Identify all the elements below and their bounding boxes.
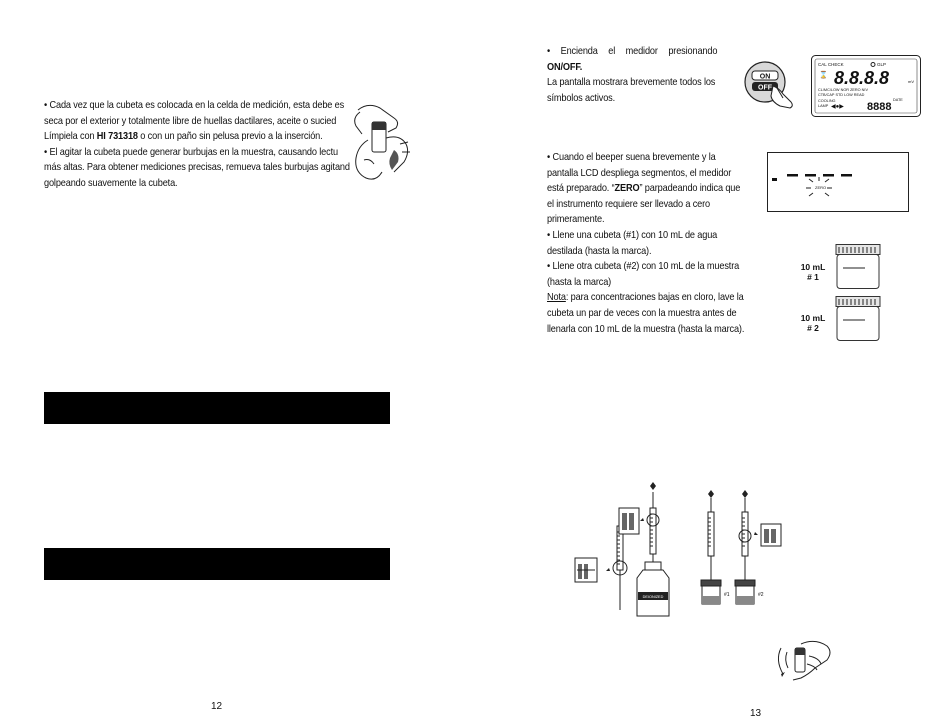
lcd-glp: GLP — [877, 62, 887, 67]
lcd-date: DATE — [893, 98, 903, 102]
bullet1-line3-a: Límpiela con — [44, 131, 97, 143]
on-label: ON — [759, 73, 771, 81]
lcd-line1: CL/MC/LOW NOR ZERO NIV — [818, 88, 868, 92]
cuvette2-volume: 10 mL — [800, 313, 826, 323]
lcd-zero-display — [767, 152, 909, 212]
bottle-label: DEIONIZED — [642, 595, 664, 599]
note-line1 — [547, 290, 783, 306]
bullet1-line1: • Cada vez que la cubeta es colocada en la celda de medición, esta debe es — [44, 100, 345, 111]
lcd-lamp: LAMP — [818, 104, 829, 108]
step2-line3-a: está preparado. “ — [547, 183, 615, 195]
step2-line4: el instrumento requiere ser llevado a cero — [547, 198, 711, 210]
step3-line1: • Llene una cubeta (#1) con 10 mL de agua — [547, 229, 718, 241]
right-page — [475, 0, 950, 725]
cuvette2-illustration — [835, 296, 883, 342]
lamp-icon: ◀●▶ — [831, 104, 844, 110]
pipette-filling-diagram — [573, 478, 785, 618]
cuvette2-label — [798, 313, 828, 333]
bullet2-line2: más altas. Para obtener mediciones precisas, remueva tales burbujas agitand — [44, 162, 350, 174]
cuvette-handling-text — [44, 98, 364, 192]
lcd-cal-check: CAL CHECK — [818, 62, 844, 67]
page-number-right: 13 — [750, 708, 762, 719]
cuvette1-number: # 1 — [807, 272, 819, 282]
bullet1-line3 — [44, 129, 332, 145]
section-header-bar-1 — [44, 392, 390, 424]
lcd-unit: mV — [908, 79, 914, 84]
vial1-label: #1 — [724, 592, 730, 598]
step2-line3 — [547, 181, 783, 197]
step4-line2: (hasta la marca) — [547, 276, 612, 288]
note-line2: cubeta un par de veces con la muestra antes de — [547, 307, 737, 319]
hourglass-icon: ⌛ — [819, 72, 828, 79]
vial2-label: #2 — [758, 592, 764, 598]
lcd-all-segments-display — [811, 55, 921, 117]
step2-line5: primeramente. — [547, 214, 605, 226]
note-line3: llenarla con 10 mL de la muestra (hasta la marca). — [547, 323, 745, 335]
lcd-small-digits: 8888 — [867, 101, 892, 113]
cuvette1-label — [798, 262, 828, 282]
cuvette1-volume: 10 mL — [800, 262, 826, 272]
zero-indicator: ZERO — [815, 185, 827, 190]
bullet2-line3: golpeando suavemente la cubeta. — [44, 177, 178, 189]
bullet2-line1: • El agitar la cubeta puede generar burbujas en la muestra, causando lectu — [44, 146, 338, 158]
lcd-cooling: COOLING — [818, 99, 836, 103]
cuvette2-number: # 2 — [807, 323, 819, 333]
off-label: OFF — [758, 84, 772, 92]
hand-shaking-cuvette-illustration — [771, 630, 835, 686]
note-label: Nota — [547, 292, 566, 304]
step2-line2: pantalla LCD despliega segmentos, el medidor — [547, 167, 732, 179]
step3-line2: destilada (hasta la marca). — [547, 245, 652, 257]
bullet1-line2: seca por el exterior y totalmente libre de huellas dactilares, aceite o sucied — [44, 115, 337, 127]
hand-wiping-cuvette-illustration — [340, 100, 420, 190]
step1-line4: símbolos activos. — [547, 92, 616, 104]
bullet1-line3-b: o con un paño sin pelusa previo a la inserción. — [137, 131, 323, 143]
step1-line3: La pantalla mostrara brevemente todos los — [547, 77, 716, 89]
zero-word: ZERO — [614, 183, 640, 195]
note-line1-text: : para concentraciones bajas en cloro, lave la — [565, 292, 744, 304]
step4-line1: • Llene otra cubeta (#2) con 10 mL de la muestra — [547, 261, 740, 273]
step2-line1: • Cuando el beeper suena brevemente y la — [547, 152, 716, 163]
onoff-button-illustration — [743, 58, 803, 110]
section-header-bar-2 — [44, 548, 390, 580]
product-code: HI 731318 — [96, 131, 138, 143]
step2-line3-b: ” parpadeando indica que — [639, 183, 741, 195]
onoff-label: ON/OFF. — [547, 61, 583, 73]
lcd-main-digits: 8.8.8.8 — [834, 68, 890, 88]
page-number-left: 12 — [211, 701, 223, 712]
cuvette1-illustration — [835, 244, 883, 290]
lcd-line2: CTB/CAP STD LOW READ — [818, 93, 865, 97]
step1-line1: • Encienda el medidor presionando — [547, 46, 718, 57]
